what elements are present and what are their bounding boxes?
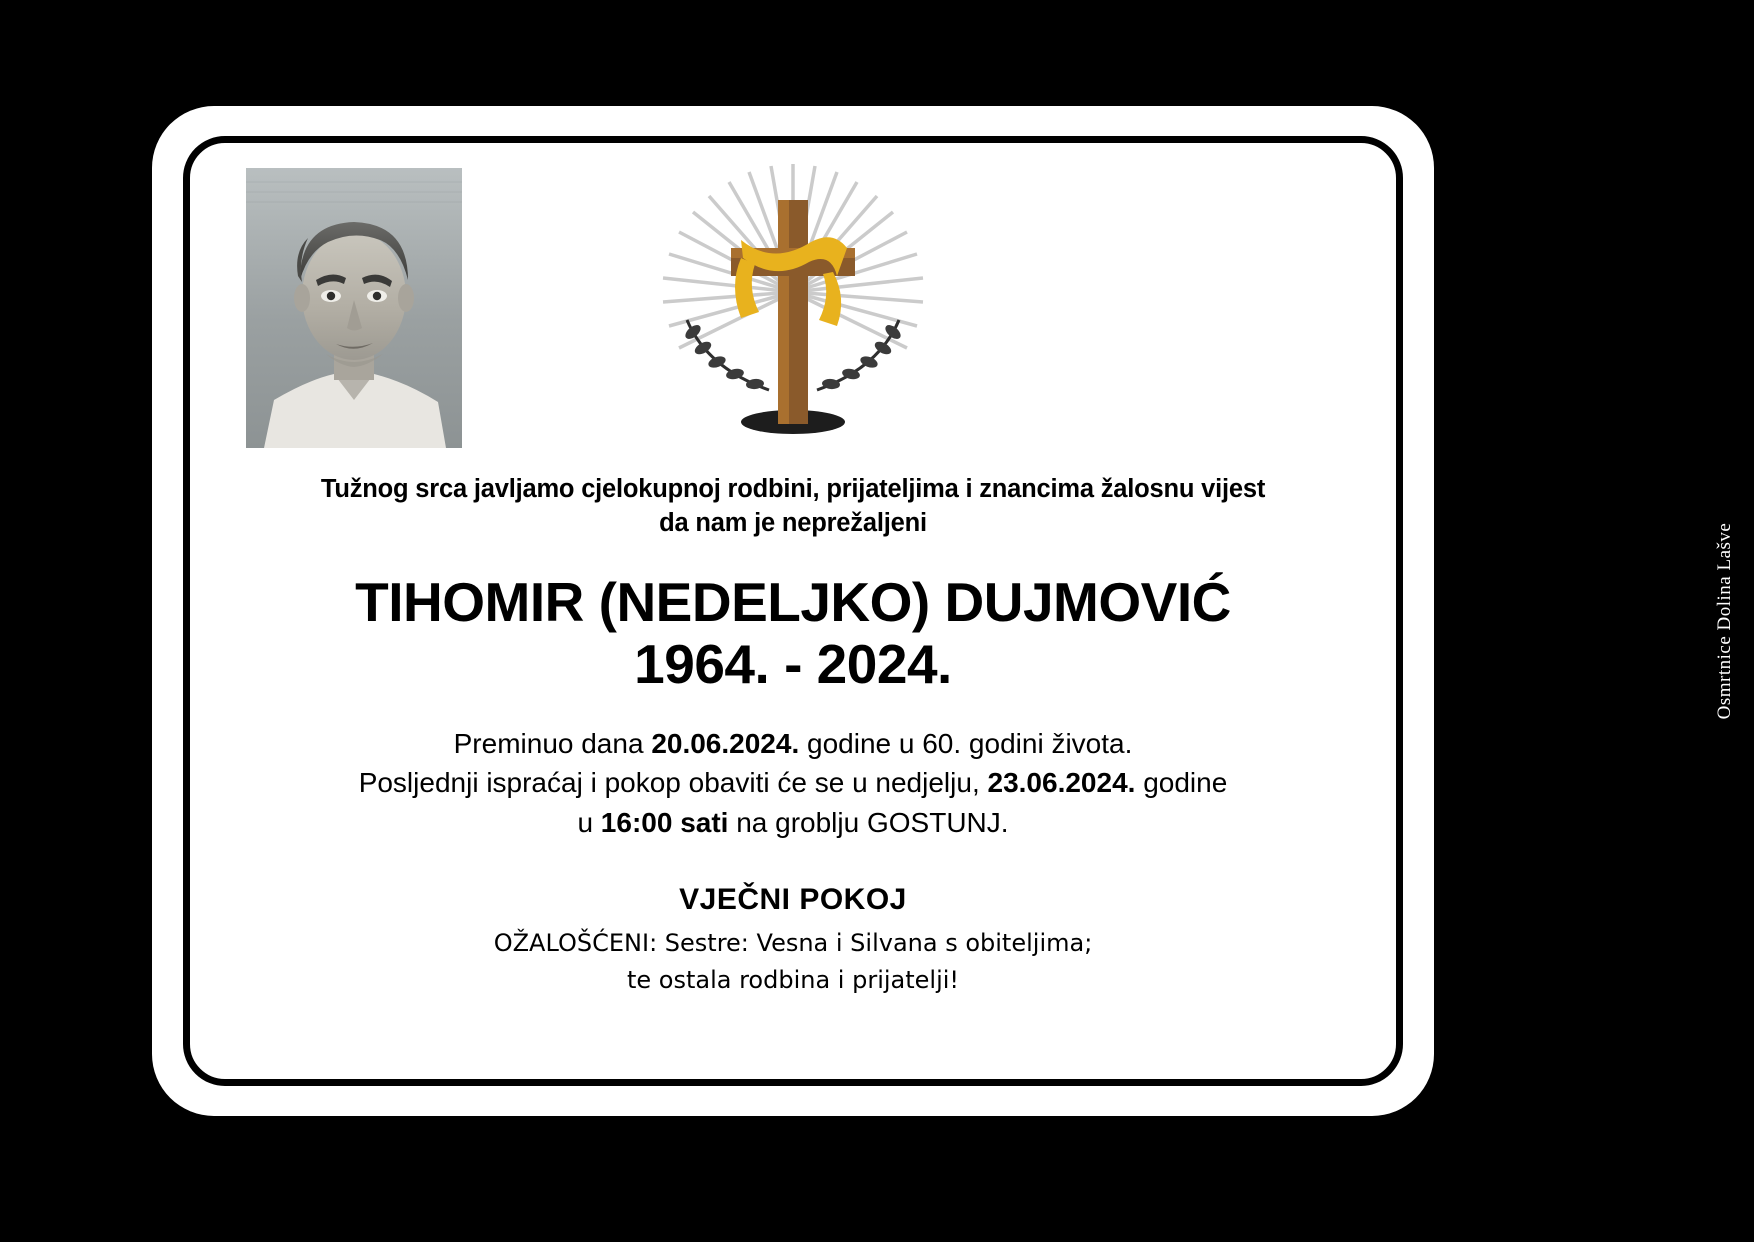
portrait-photo xyxy=(246,168,462,448)
mourners-line-1: OŽALOŠĆENI: Sestre: Vesna i Silvana s obiteljima; xyxy=(493,928,1093,957)
lead-line-2: da nam je neprežaljeni xyxy=(659,509,927,538)
details-line-1-pre: Preminuo dana xyxy=(453,727,652,759)
details-line-1 xyxy=(198,724,1388,764)
rest-in-peace: VJEČNI POKOJ xyxy=(679,882,907,916)
details-line-3-post: na groblju GOSTUNJ. xyxy=(728,807,1009,838)
details-line-2-pre: Posljednji ispraćaj i pokop obaviti će se u nedjelju, xyxy=(358,767,988,799)
death-date: 20.06.2024. xyxy=(651,727,800,759)
mourners-list xyxy=(198,925,1388,999)
details-line-2-post: godine xyxy=(1135,767,1228,799)
deceased-name: TIHOMIR (NEDELJKO) DUJMOVIĆ xyxy=(355,571,1231,634)
funeral-details xyxy=(198,724,1388,843)
details-line-1-post: godine u 60. godini života. xyxy=(799,727,1133,759)
obituary-card xyxy=(152,106,1434,1116)
lead-line-1: Tužnog srca javljamo cjelokupnoj rodbini, prijateljima i znancima žalosnu vijest xyxy=(320,475,1266,503)
side-credit: Osmrtnice Dolina Lašve xyxy=(1714,522,1735,720)
funeral-time: 16:00 sati xyxy=(600,807,729,838)
details-line-3 xyxy=(198,803,1388,843)
mourners-line-2: te ostala rodbina i prijatelji! xyxy=(626,965,960,994)
funeral-date: 23.06.2024. xyxy=(987,767,1136,799)
notice-text xyxy=(198,472,1388,999)
details-line-3-pre: u xyxy=(577,807,601,838)
card-content xyxy=(198,150,1388,1072)
cross-with-rays-emblem xyxy=(628,160,958,440)
deceased-years: 1964. - 2024. xyxy=(634,632,952,695)
details-line-2 xyxy=(198,763,1388,803)
